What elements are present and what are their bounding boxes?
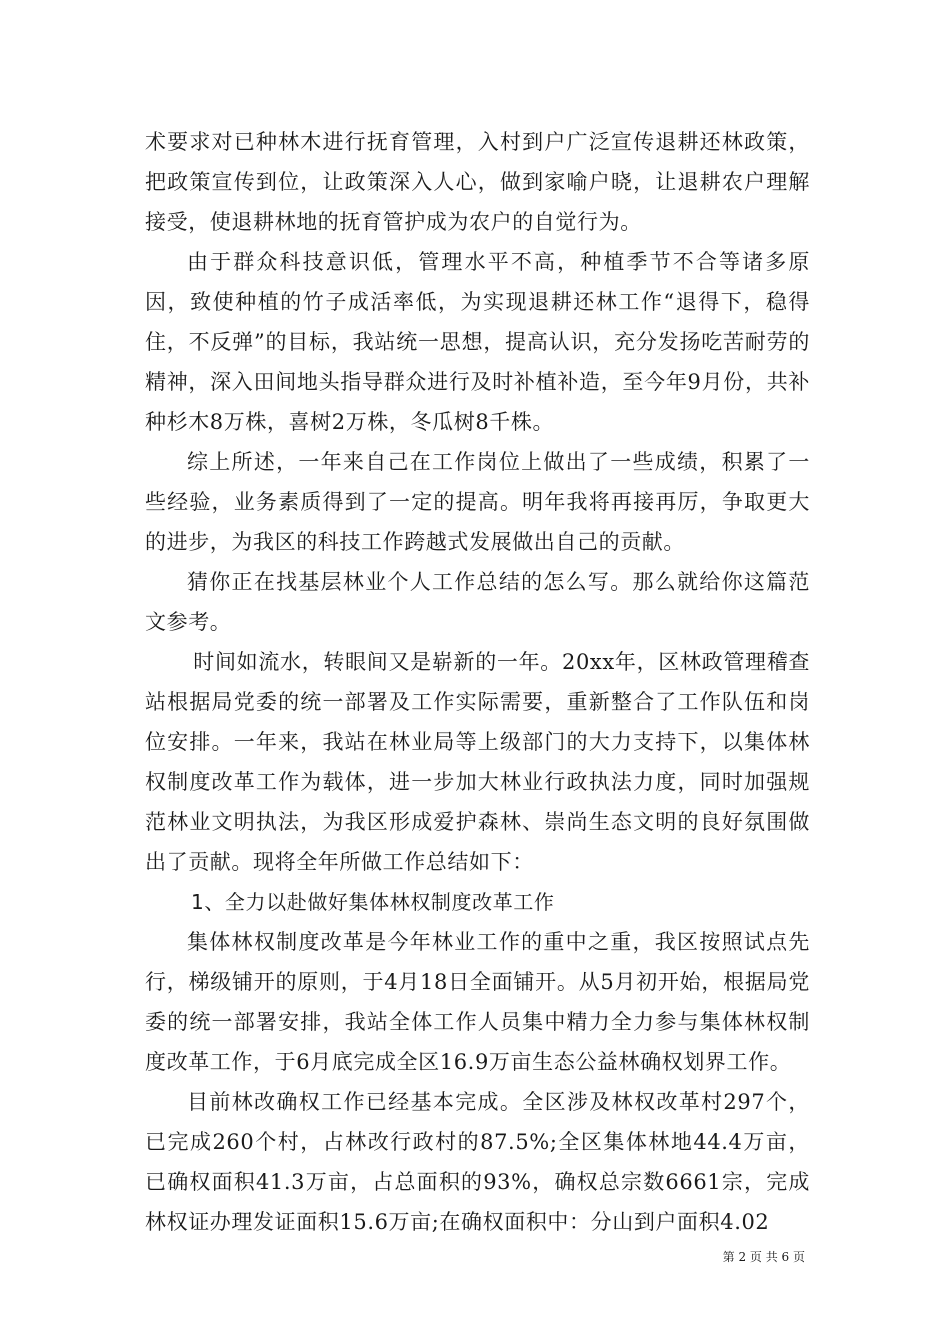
section-heading-1: 1、全力以赴做好集体林权制度改革工作 — [191, 890, 555, 914]
page-number-footer: 第 2 页 共 6 页 — [722, 1250, 805, 1264]
document-body — [145, 122, 810, 1242]
paragraph-intro-note: 猜你正在找基层林业个人工作总结的怎么写。那么就给你这篇范文参考。 — [145, 570, 810, 634]
paragraph-continuation: 术要求对已种林木进行抚育管理，入村到户广泛宣传退耕还林政策，把政策宣传到位，让政策深入人心，做到家喻户晓，让退耕农户理解接受，使退耕林地的抚育管护成为农户的自觉行为。 — [145, 130, 810, 234]
paragraph-summary: 综上所述，一年来自己在工作岗位上做出了一些成绩，积累了一些经验，业务素质得到了一定的提高。明年我将再接再厉，争取更大的进步，为我区的科技工作跨越式发展做出自己的贡献。 — [145, 450, 810, 554]
paragraph-year-overview: 时间如流水，转眼间又是崭新的一年。20xx年，区林政管理稽查站根据局党委的统一部署及工作实际需要，重新整合了工作队伍和岗位安排。一年来，我站在林业局等上级部门的大力支持下，以集体林权制度改革工作为载体，进一步加大林业行政执法力度，同时加强规范林业文明执法，为我区形成爱护森林、崇尚生态文明的良好氛围做出了贡献。现将全年所做工作总结如下： — [145, 650, 810, 874]
paragraph-forest-reform: 集体林权制度改革是今年林业工作的重中之重，我区按照试点先行，梯级铺开的原则，于4月18日全面铺开。从5月初开始，根据局党委的统一部署安排，我站全体工作人员集中精力全力参与集体林权制度改革工作，于6月底完成全区16.9万亩生态公益林确权划界工作。 — [145, 930, 810, 1074]
paragraph-reform-progress: 目前林改确权工作已经基本完成。全区涉及林权改革村297个，已完成260个村，占林改行政村的87.5%;全区集体林地44.4万亩，已确权面积41.3万亩，占总面积的93%，确权总宗数6661宗，完成林权证办理发证面积15.6万亩;在确权面积中：分山到户面积4.02 — [145, 1090, 810, 1234]
paragraph-replanting: 由于群众科技意识低，管理水平不高，种植季节不合等诸多原因，致使种植的竹子成活率低，为实现退耕还林工作“退得下，稳得住，不反弹”的目标，我站统一思想，提高认识，充分发扬吃苦耐劳的精神，深入田间地头指导群众进行及时补植补造，至今年9月份，共补种杉木8万株，喜树2万株，冬瓜树8千株。 — [145, 250, 810, 434]
